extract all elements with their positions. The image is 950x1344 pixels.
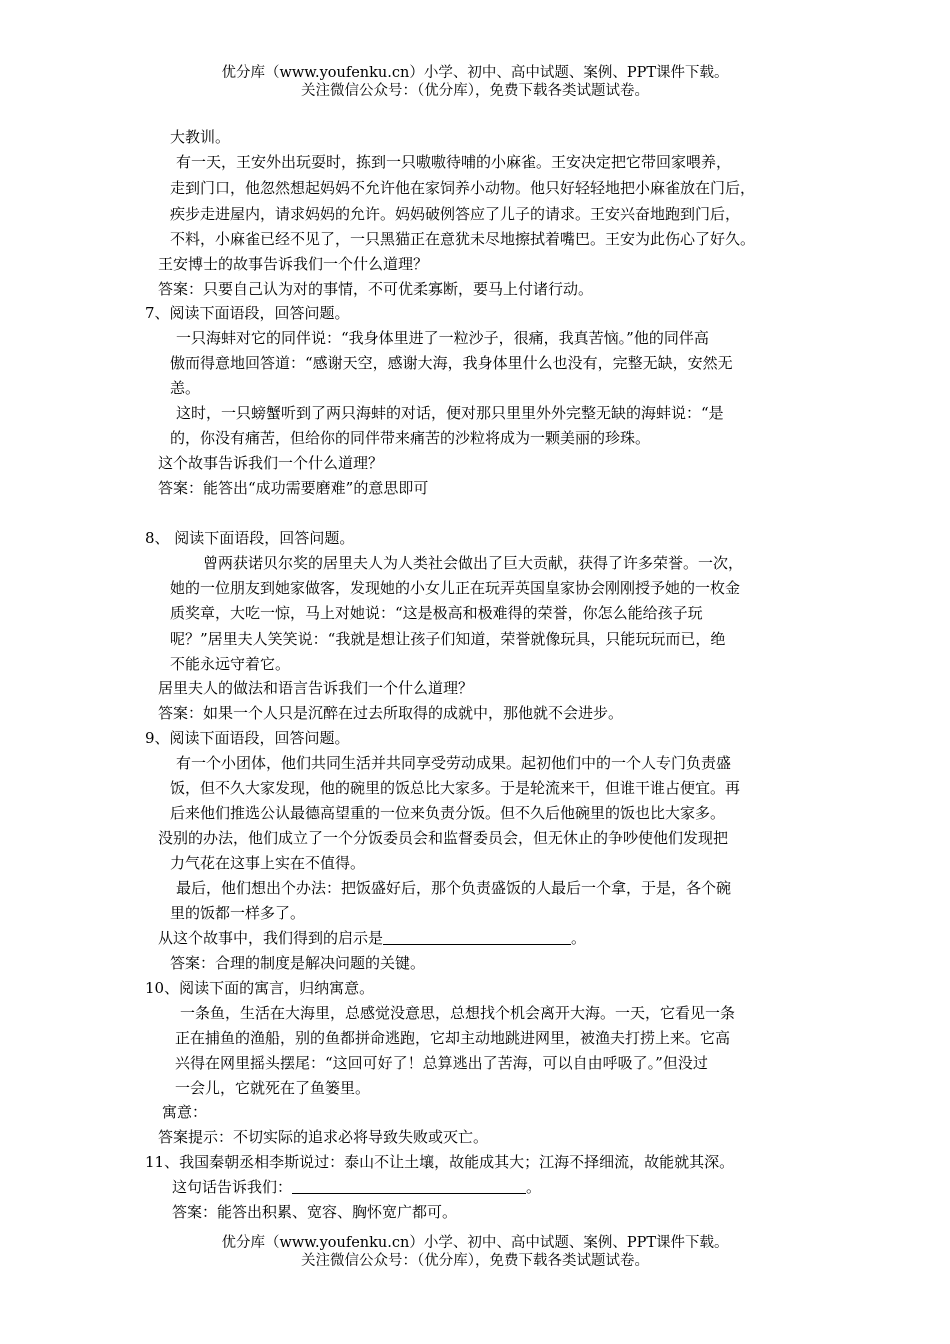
question-title: 11、我国秦朝丞相李斯说过：泰山不让土壤，故能成其大；江海不择细流，故能就其深。 [145, 1153, 735, 1171]
header-line-2: 关注微信公众号：（优分库），免费下载各类试题试卷。 [301, 83, 649, 99]
footer-line-2: 关注微信公众号：（优分库），免费下载各类试题试卷。 [301, 1253, 649, 1269]
text-line: 最后，他们想出个办法：把饭盛好后，那个负责盛饭的人最后一个拿，于是，各个碗 [176, 879, 732, 897]
answer-text: 答案：只要自己认为对的事情，不可优柔寡断，要马上付诸行动。 [158, 280, 594, 298]
text-line: 有一个小团体，他们共同生活并共同享受劳动成果。起初他们中的一个人专门负责盛 [176, 754, 732, 772]
fill-in-label: 这句话告诉我们： [172, 1178, 293, 1196]
question-title: 7、阅读下面语段，回答问题。 [145, 304, 350, 322]
header-line-1: 优分库（www.youfenku.cn）小学、初中、高中试题、案例、PPT课件下载。 [221, 65, 729, 81]
text-line: 一条鱼，生活在大海里，总感觉没意思，总想找个机会离开大海。一天，它看见一条 [180, 1004, 736, 1022]
answer-text: 答案：合理的制度是解决问题的关键。 [170, 954, 426, 972]
text-line: 一会儿，它就死在了鱼篓里。 [175, 1079, 371, 1097]
text-line: 曾两获诺贝尔奖的居里夫人为人类社会做出了巨大贡献，获得了许多荣誉。一次， [203, 554, 744, 572]
text-line: 正在捕鱼的渔船，别的鱼都拼命逃跑，它却主动地跳进网里，被渔夫打捞上来。它高 [175, 1029, 731, 1047]
answer-text: 答案：如果一个人只是沉醉在过去所取得的成就中，那他就不会进步。 [158, 704, 624, 722]
text-line: 不能永远守着它。 [170, 655, 291, 673]
answer-text: 答案：能答出积累、宽容、胸怀宽广都可。 [172, 1203, 458, 1221]
text-line: 有一天，王安外出玩耍时，拣到一只嗷嗷待哺的小麻雀。王安决定把它带回家喂养， [176, 153, 732, 171]
text-line: 一只海蚌对它的同伴说：“我身体里进了一粒沙子，很痛，我真苦恼。”他的同伴高 [176, 329, 709, 347]
text-line: 力气花在这事上实在不值得。 [170, 854, 366, 872]
text-line: 大教训。 [170, 128, 231, 146]
text-line: 里的饭都一样多了。 [170, 904, 306, 922]
text-line: 疾步走进屋内，请求妈妈的允许。妈妈破例答应了儿子的请求。王安兴奋地跑到门后， [170, 205, 741, 223]
question-prompt: 王安博士的故事告诉我们一个什么道理？ [158, 255, 429, 273]
text-line: 傲而得意地回答道：“感谢天空，感谢大海，我身体里什么也没有，完整无缺，安然无 [170, 354, 733, 372]
footer-line-1: 优分库（www.youfenku.cn）小学、初中、高中试题、案例、PPT课件下载。 [221, 1235, 729, 1251]
page-footer [0, 1234, 950, 1270]
text-line: 饭，但不久大家发现，他的碗里的饭总比大家多。于是轮流来干，但谁干谁占便宜。再 [170, 779, 741, 797]
text-line: 后来他们推选公认最德高望重的一位来负责分饭。但不久后他碗里的饭也比大家多。 [170, 804, 726, 822]
answer-blank [383, 929, 571, 945]
fill-in-end: 。 [571, 929, 587, 947]
page-header [0, 64, 950, 100]
fill-in-prompt [172, 1177, 541, 1197]
text-line: 呢？”居里夫人笑笑说：“我就是想让孩子们知道，荣誉就像玩具，只能玩玩而已，绝 [170, 630, 726, 648]
text-line: 不料，小麻雀已经不见了，一只黑猫正在意犹未尽地擦拭着嘴巴。王安为此伤心了好久。 [170, 230, 756, 248]
answer-blank [292, 1178, 526, 1194]
question-prompt: 居里夫人的做法和语言告诉我们一个什么道理？ [158, 679, 474, 697]
text-line: 质奖章，大吃一惊，马上对她说：“这是极高和极难得的荣誉，你怎么能给孩子玩 [170, 604, 703, 622]
question-title: 8、 阅读下面语段，回答问题。 [145, 529, 355, 547]
text-line: 走到门口，他忽然想起妈妈不允许他在家饲养小动物。他只好轻轻地把小麻雀放在门后， [170, 179, 756, 197]
question-title: 10、阅读下面的寓言，归纳寓意。 [145, 979, 375, 997]
answer-text: 答案提示：不切实际的追求必将导致失败或灭亡。 [158, 1128, 489, 1146]
text-line: 她的一位朋友到她家做客，发现她的小女儿正在玩弄英国皇家协会刚刚授予她的一枚金 [170, 579, 741, 597]
text-line: 这时，一只螃蟹听到了两只海蚌的对话，便对那只里里外外完整无缺的海蚌说：“是 [176, 404, 724, 422]
fill-in-prompt [158, 928, 586, 948]
fill-in-label: 从这个故事中，我们得到的启示是 [158, 929, 384, 947]
question-prompt: 这个故事告诉我们一个什么道理？ [158, 454, 384, 472]
text-line: 恙。 [170, 379, 201, 397]
fill-in-end: 。 [526, 1178, 542, 1196]
answer-text: 答案：能答出“成功需要磨难”的意思即可 [158, 479, 429, 497]
moral-label: 寓意： [162, 1103, 208, 1121]
text-line: 兴得在网里摇头摆尾：“这回可好了！总算逃出了苦海，可以自由呼吸了。”但没过 [175, 1054, 708, 1072]
question-title: 9、阅读下面语段，回答问题。 [145, 729, 350, 747]
text-line: 的，你没有痛苦，但给你的同伴带来痛苦的沙粒将成为一颗美丽的珍珠。 [170, 429, 651, 447]
text-line: 没别的办法，他们成立了一个分饭委员会和监督委员会，但无休止的争吵使他们发现把 [158, 829, 729, 847]
